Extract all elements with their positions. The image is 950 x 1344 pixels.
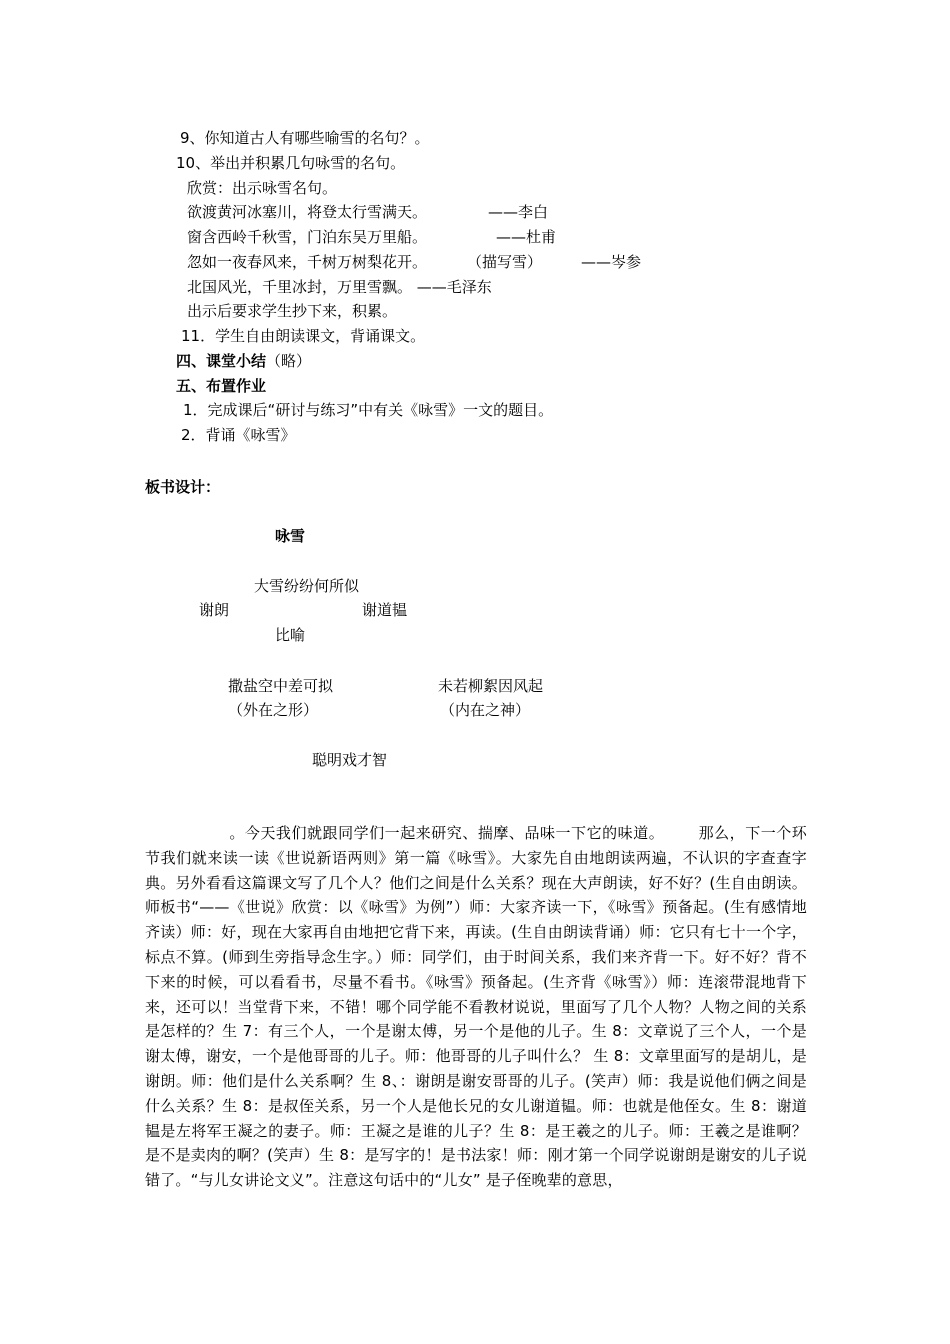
section-4 xyxy=(176,351,311,371)
board-conclusion: 聪明戏才智 xyxy=(312,751,388,769)
board-right-line: 未若柳絮因风起 xyxy=(438,677,544,695)
question-9: 9、你知道古人有哪些喻雪的名句？。 xyxy=(180,129,430,147)
poem-author-3: ——岑参 xyxy=(581,253,642,271)
poem-line-1: 欲渡黄河冰塞川，将登太行雪满天。 xyxy=(187,203,428,221)
board-left-note: （外在之形） xyxy=(228,701,319,719)
section-5-title: 五、布置作业 xyxy=(176,377,267,395)
board-title: 咏雪 xyxy=(275,527,306,545)
board-right-note: （内在之神） xyxy=(440,701,531,719)
board-heading: 板书设计： xyxy=(145,478,221,496)
poem-line-2: 窗含西岭千秋雪，门泊东吴万里船。 xyxy=(187,228,428,246)
transcript-part-1: 。今天我们就跟同学们一起来研究、揣摩、品味一下它的味道。 xyxy=(229,824,665,842)
transcript-part-2: 那么，下一个环节我们就来读一读《世说新语两则》第一篇《咏雪》。大家先自由地朗读两遍，不认识的字查查字典。另外看看这篇课文写了几个人？他们之间是什么关系？现在大声朗读，好不好？(生自由朗读。师板书“——《世说》欣赏：以《咏雪》为例”）师：大家齐读一下，《咏雪》预备起。(生有感情地齐读）师：好，现在大家再自由地把它背下来，再读。(生自由朗读背诵）师：它只有七十一个字，标点不算。(师到生旁指导念生字。）师：同学们，由于时间关系，我们来齐背一下。好不好？背不下来的时候，可以看看书，尽量不看书。《咏雪》预备起。(生齐背《咏雪》）师：连滚带混地背下来，还可以！当堂背下来，不错！哪个同学能不看教材说说，里面写了几个人物？人物之间的关系是怎样的？生 7：有三个人，一个是谢太傅，另一个是他的儿子。生 8：文章说了三个人，一个是谢太傅，谢安，一个是他哥哥的儿子。师：他哥哥的儿子叫什么？ 生 8：文章里面写的是胡儿，是谢朗。师：他们是什么关系啊？生 8、：谢朗是谢安哥哥的儿子。(笑声）师：我是说他们俩之间是什么关系？生 8：是叔侄关系，另一个人是他长兄的女儿谢道韫。师：也就是他侄女。生 8：谢道韫是左将军王凝之的妻子。师：王凝之是谁的儿子？生 8：是王羲之的儿子。师：王羲之是谁啊？是不是卖肉的啊？(笑声）生 8：是写字的！是书法家！师：刚才第一个同学说谢朗是谢安的儿子说错了。“与儿女讲论文义”。注意这句话中的“儿女” 是子侄晚辈的意思， xyxy=(145,824,807,1190)
homework-1: 1．完成课后“研讨与练习”中有关《咏雪》一文的题目。 xyxy=(183,401,554,419)
poem-author-2: ——杜甫 xyxy=(496,228,557,246)
board-question: 大雪纷纷何所似 xyxy=(254,577,360,595)
question-10: 10、举出并积累几句咏雪的名句。 xyxy=(176,154,406,172)
board-method: 比喻 xyxy=(275,626,306,644)
section-4-note: （略） xyxy=(266,352,312,370)
board-left-person: 谢朗 xyxy=(199,601,230,619)
lesson-transcript xyxy=(145,821,807,1193)
poem-author-1: ——李白 xyxy=(488,203,549,221)
poem-note-3: （描写雪） xyxy=(467,253,543,271)
board-right-person: 谢道韫 xyxy=(362,601,408,619)
item-11: 11．学生自由朗读课文，背诵课文。 xyxy=(181,327,426,345)
appreciate-label: 欣赏：出示咏雪名句。 xyxy=(187,179,338,197)
board-left-line: 撒盐空中差可拟 xyxy=(228,677,334,695)
copy-note: 出示后要求学生抄下来，积累。 xyxy=(187,302,398,320)
poem-line-3: 忽如一夜春风来，千树万树梨花开。 xyxy=(187,253,428,271)
homework-2: 2．背诵《咏雪》 xyxy=(181,426,296,444)
poem-line-4: 北国风光，千里冰封，万里雪飘。 ——毛泽东 xyxy=(187,278,492,296)
section-4-title: 四、课堂小结 xyxy=(176,352,267,370)
